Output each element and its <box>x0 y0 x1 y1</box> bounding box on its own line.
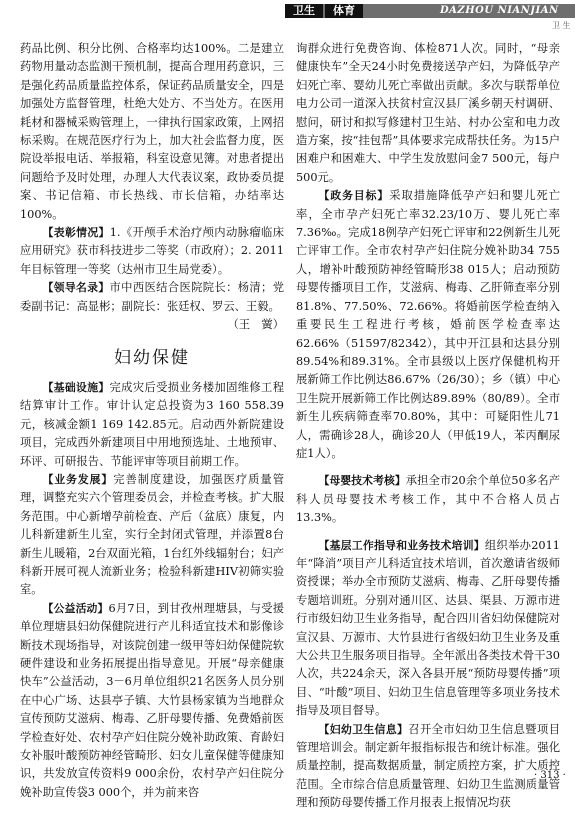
infrastructure-text: 完成灾后受损业务楼加固维修工程结算审计工作。审计认定总投资为3 160 558.39元，核减金额1 169 142.85元。启动西外新院建设项目，完成西外新建项目中用地预选址、土地预审、环评、可研报告、节能评审等项目前期工作。 <box>20 380 284 468</box>
header-subtitle: 卫 生 <box>552 21 571 30</box>
leaders-text: 市中西医结合医院院长：杨清；党委副书记：高显彬；副院长：张廷权、罗云、王毅。 <box>20 281 284 313</box>
government-goals-heading: 【政务目标】 <box>318 189 390 203</box>
paragraph-public-welfare <box>20 600 284 802</box>
government-goals-text: 采取措施降低孕产妇和婴儿死亡率，全市孕产妇死亡率32.23/10万、婴儿死亡率7.36‰。完成18例孕产妇死亡评审和22例新生儿死亡评审工作。全市农村孕产妇住院分娩补助34 755人，增补叶酸预防神经管畸形38 015人；启动预防母婴传播项目工作，艾滋病、梅毒、乙肝筛查率分别81.8%、77.50%、72.66%。将婚前医学检查纳入重要民生工程进行考核，婚前医学检查率达62.66%（51597/82342），其中开江县和达县分别89.54%和89.31%。全市县级以上医疗保健机构开展新筛工作比例达86.67%（26/30）；乡（镇）中心卫生院开展新筛工作比例达89.89%（80/89）。全市新生儿疾病筛查率70.80%，其中：可疑阳性儿71人，需确诊28人，确诊20人（甲低19人，苯丙酮尿症1人）。 <box>296 189 560 460</box>
public-welfare-text: 6月7日，到甘孜州理塘县，与受援单位理塘县妇幼保健院进行产儿科适宜技术和影像诊断技术现场指导，对该院创建一级甲等妇幼保健院软硬件建设和业务拓展提出指导意见。开展“母亲健康快车”公益活动，3－6月单位组织21名医务人员分别在中心广场、达县亭子镇、大竹县杨家镇为当地群众宣传预防艾滋病、梅毒、乙肝母婴传播、免费婚前医学检查好处、农村孕产妇住院分娩补助政策、育龄妇女补服叶酸预防神经管畸形、妇女儿童保健等健康知识，共发放宣传资料9 000余份，农村孕产妇住院分娩补助宣传袋3 000个，并为前来咨 <box>20 601 284 799</box>
paragraph-government-goals <box>296 187 560 463</box>
public-welfare-heading: 【公益活动】 <box>42 601 109 615</box>
honors-text: 1.《开颅手术治疗颅内动脉瘤临床应用研究》获市科技进步二等奖（市政府）；2. 2011年目标管理一等奖（达州市卫生局党委）。 <box>20 226 285 276</box>
header-section-sports: 体育 <box>325 4 363 18</box>
paragraph-honors <box>20 224 284 279</box>
maternal-assessment-heading: 【母婴技术考核】 <box>318 474 406 488</box>
paragraph-maternal-assessment <box>296 472 560 527</box>
author-signature: （王 黉） <box>227 318 284 332</box>
paragraph-continued: 询群众进行免费咨询、体检871人次。同时，“母亲健康快车”全天24小时免费接送孕产妇，为降低孕产妇死亡率、婴幼儿死亡率做出贡献。多次与联帮单位电力公司一道深入扶贫村宣汉县厂溪乡朝天村调研、慰问，研讨和拟写修建村卫生站、村办公室和电力改造方案，按“挂包帮”具体要求完成帮扶任务。为15户困难户和困难大、中学生发放慰问金7 500元，每户500元。 <box>296 42 560 184</box>
training-text: 组织举办2011年“降消”项目产儿科适宜技术培训，首次邀请省级师资授课；举办全市预防艾滋病、梅毒、乙肝母婴传播专题培训班。分别对通川区、达县、渠县、万源市进行市级妇幼卫生业务指导，配合四川省妇幼保健院对宣汉县、万源市、大竹县进行省级妇幼卫生业务及重大公共卫生服务项目指导。全年派出各类技术骨干30人次，共224余天，深入各县开展“预防母婴传播”项目、“叶酸”项目、妇幼卫生信息管理等多项业务技术指导及项目督导。 <box>296 538 560 718</box>
paragraph-infrastructure <box>20 379 284 471</box>
honors-heading: 【表彰情况】 <box>42 226 110 240</box>
header-sections <box>285 4 365 18</box>
health-info-heading: 【妇幼卫生信息】 <box>318 722 409 736</box>
maternal-assessment-text: 承担全市20余个单位50多名产科人员母婴技术考核工作，其中不合格人员占13.3%。 <box>296 474 560 525</box>
paragraph-health-info <box>296 721 560 813</box>
header-section-health: 卫生 <box>285 4 323 18</box>
left-column <box>20 40 284 802</box>
section-title: 妇幼保健 <box>114 347 190 368</box>
training-heading: 【基层工作指导和业务技术培训】 <box>318 538 485 552</box>
infrastructure-heading: 【基础设施】 <box>42 380 110 394</box>
paragraph-leaders <box>20 279 284 316</box>
page-header <box>0 0 575 30</box>
journal-title: DAZHOU NIANJIAN <box>440 5 559 16</box>
business-development-text: 完善制度建设，加强医疗质量管理，调整充实六个管理委员会，并检查考核。扩大服务范围。中心新增孕前检查、产后（盆底）康复，内儿科新建新生儿室，实行全封闭式管理，并添置8台新生儿暖箱，2台双面光箱，1台红外线辐射台；妇产科新开展可视人流新业务；检验科新建HIV初筛实验室。 <box>20 472 284 597</box>
paragraph-drug-management: 药品比例、积分比例、合格率均达100%。二是建立药物用量动态监测干预机制，提高合理用药意识，三是强化药品质量监控体系，保证药品质量安全，四是加强处方监督管理，杜绝大处方、不当处方。在医用耗材和器械采购管理上，一律执行国家政策，上网招标采购。在规范医疗行为上，加大社会监督力度，医院设举报电话、举报箱，科室设意见簿。对患者提出问题给予及时处理，办理人大代表议案，政协委员提案、书记信箱、市长热线、市长信箱，办结率达100%。 <box>20 42 284 221</box>
page-number: · 313 · <box>534 770 566 781</box>
health-info-text: 召开全市妇幼卫生信息暨项目管理培训会。制定新年报指标报告和统计标准。强化质量控制，提高数据质量，制定质控方案，扩大质控范围。全市综合信息质量管理、妇幼卫生监测质量管理和预防母婴传播工作月报表上报情况均获 <box>296 722 560 810</box>
leaders-heading: 【领导名录】 <box>42 281 110 295</box>
right-column <box>296 40 560 813</box>
paragraph-business-development <box>20 471 284 600</box>
business-development-heading: 【业务发展】 <box>42 472 114 486</box>
paragraph-training <box>296 537 560 721</box>
